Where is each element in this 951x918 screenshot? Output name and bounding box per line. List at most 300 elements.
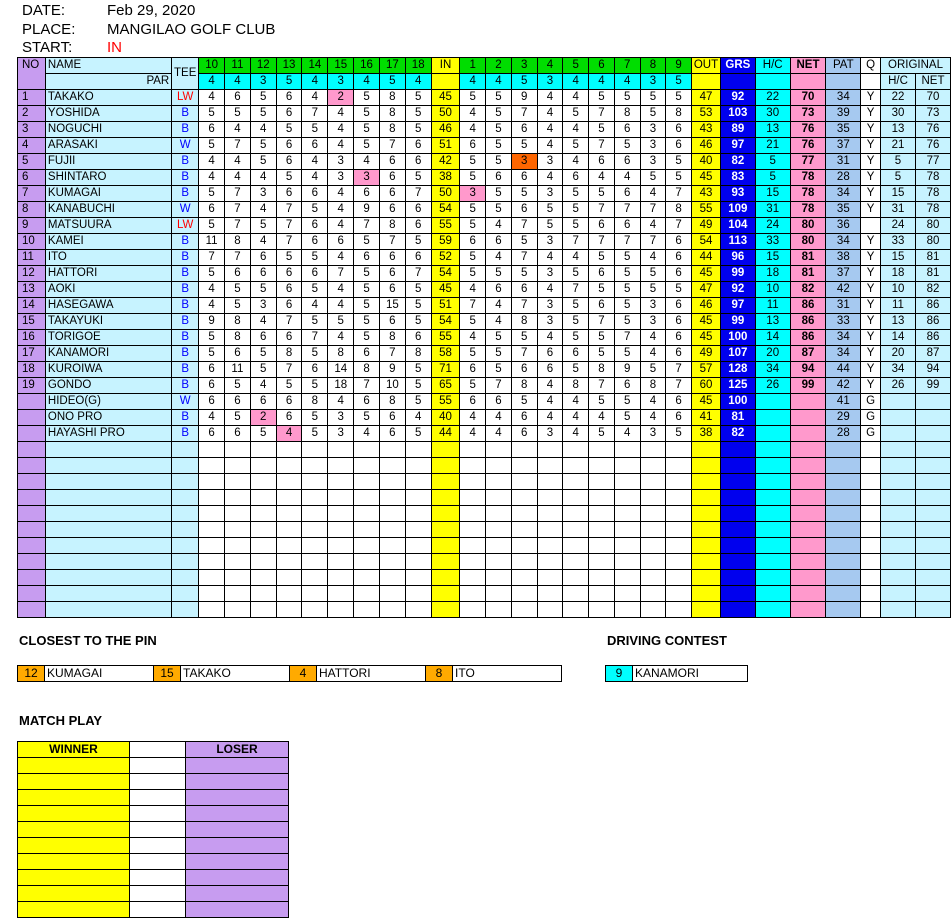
- empty-cell: [563, 570, 589, 586]
- empty-cell: [18, 538, 46, 554]
- match-middle-cell: [130, 822, 186, 838]
- hole-score: 6: [486, 170, 512, 186]
- player-name: ITO: [45, 250, 171, 266]
- player-row: [18, 362, 951, 378]
- in-total: 55: [431, 394, 460, 410]
- empty-cell: [881, 490, 916, 506]
- empty-cell: [614, 554, 640, 570]
- empty-cell: [460, 458, 486, 474]
- net-score: 81: [790, 266, 826, 282]
- empty-cell: [881, 442, 916, 458]
- hole-score: 6: [460, 138, 486, 154]
- empty-cell: [790, 522, 826, 538]
- hole-score: 4: [302, 90, 328, 106]
- hole-score: 6: [405, 202, 431, 218]
- match-row: [18, 774, 289, 790]
- winner-header: WINNER: [18, 742, 130, 758]
- player-row: [18, 410, 951, 426]
- empty-cell: [225, 586, 251, 602]
- hole-score: 5: [666, 426, 692, 442]
- hole-score: 4: [537, 122, 563, 138]
- empty-cell: [666, 490, 692, 506]
- hole-score: 7: [460, 298, 486, 314]
- player-number: 16: [18, 330, 46, 346]
- hole-score: 4: [537, 394, 563, 410]
- hole-score: 3: [537, 266, 563, 282]
- empty-cell: [18, 474, 46, 490]
- empty-cell: [881, 602, 916, 618]
- empty-cell: [692, 442, 721, 458]
- empty-cell: [861, 458, 881, 474]
- hole-header: 11: [225, 58, 251, 74]
- par-value: 4: [302, 74, 328, 90]
- empty-cell: [915, 490, 950, 506]
- orig-net-header: NET: [915, 74, 950, 90]
- hole-score: 6: [250, 266, 276, 282]
- hole-score: 5: [614, 90, 640, 106]
- hole-score: 3: [328, 426, 354, 442]
- hole-score: 4: [563, 394, 589, 410]
- player-row: [18, 346, 951, 362]
- in-total: 52: [431, 250, 460, 266]
- empty-cell: [18, 506, 46, 522]
- empty-cell: [589, 506, 615, 522]
- pin-winner: ITO: [453, 666, 562, 682]
- empty-cell: [589, 442, 615, 458]
- hole-header: 2: [486, 58, 512, 74]
- empty-cell: [45, 602, 171, 618]
- putts: 44: [826, 362, 861, 378]
- empty-cell: [172, 474, 199, 490]
- empty-cell: [666, 506, 692, 522]
- hole-score: 6: [199, 202, 225, 218]
- hole-score: 6: [302, 234, 328, 250]
- empty-cell: [225, 458, 251, 474]
- player-name: KUMAGAI: [45, 186, 171, 202]
- empty-cell: [790, 586, 826, 602]
- player-row: [18, 266, 951, 282]
- hole-score: 7: [276, 314, 302, 330]
- out-total: 43: [692, 122, 721, 138]
- hole-score: 5: [250, 138, 276, 154]
- hole-score: 6: [666, 314, 692, 330]
- player-tee: B: [172, 122, 199, 138]
- hole-score: 5: [405, 234, 431, 250]
- empty-cell: [45, 570, 171, 586]
- hole-score: 5: [354, 122, 380, 138]
- hole-score: 4: [614, 170, 640, 186]
- original-net: 81: [915, 266, 950, 282]
- hole-score: 4: [640, 394, 666, 410]
- net-score: 81: [790, 250, 826, 266]
- hole-score: 6: [379, 250, 405, 266]
- hole-score: 7: [666, 378, 692, 394]
- empty-cell: [614, 522, 640, 538]
- hole-score: 4: [460, 410, 486, 426]
- player-row: [18, 170, 951, 186]
- hole-score: 8: [276, 346, 302, 362]
- empty-cell: [790, 602, 826, 618]
- match-middle-cell: [130, 854, 186, 870]
- hole-header: 12: [250, 58, 276, 74]
- hole-score: 14: [328, 362, 354, 378]
- hole-score: 4: [199, 410, 225, 426]
- hole-score: 6: [302, 186, 328, 202]
- empty-cell: [172, 522, 199, 538]
- hole-score: 4: [225, 154, 251, 170]
- qualifier: Y: [861, 250, 881, 266]
- hole-score: 5: [537, 202, 563, 218]
- hole-score: 5: [589, 394, 615, 410]
- match-row: [18, 902, 289, 918]
- hole-score: 7: [563, 282, 589, 298]
- empty-cell: [720, 586, 755, 602]
- player-tee: B: [172, 362, 199, 378]
- empty-cell: [18, 554, 46, 570]
- hole-score: 7: [354, 218, 380, 234]
- original-hc: 13: [881, 314, 916, 330]
- hole-score: 4: [614, 426, 640, 442]
- empty-cell: [720, 490, 755, 506]
- match-middle-cell: [130, 774, 186, 790]
- qualifier: Y: [861, 346, 881, 362]
- empty-cell: [302, 602, 328, 618]
- out-total: 47: [692, 90, 721, 106]
- empty-cell: [861, 490, 881, 506]
- match-play-table: [17, 741, 289, 918]
- out-total: 38: [692, 426, 721, 442]
- empty-cell: [379, 554, 405, 570]
- gross-score: 92: [720, 282, 755, 298]
- player-row: [18, 314, 951, 330]
- hole-score: 6: [589, 154, 615, 170]
- hole-score: 4: [563, 154, 589, 170]
- hole-score: 5: [302, 410, 328, 426]
- qualifier: Y: [861, 90, 881, 106]
- empty-cell: [915, 522, 950, 538]
- empty-cell: [405, 442, 431, 458]
- empty-cell: [511, 474, 537, 490]
- empty-cell: [225, 522, 251, 538]
- empty-cell: [431, 522, 460, 538]
- in-total: 54: [431, 266, 460, 282]
- hole-score: 5: [354, 410, 380, 426]
- hole-score: 4: [328, 106, 354, 122]
- empty-cell: [790, 570, 826, 586]
- empty-cell: [826, 442, 861, 458]
- original-net: 78: [915, 186, 950, 202]
- hole-score: 6: [460, 394, 486, 410]
- empty-cell: [614, 586, 640, 602]
- original-net: 82: [915, 282, 950, 298]
- hole-score: 5: [589, 90, 615, 106]
- hole-score: 5: [614, 394, 640, 410]
- empty-cell: [881, 554, 916, 570]
- hole-score: 7: [511, 346, 537, 362]
- hole-score: 4: [328, 282, 354, 298]
- hole-score: 6: [276, 106, 302, 122]
- empty-cell: [250, 474, 276, 490]
- out-total: 46: [692, 138, 721, 154]
- hole-score: 4: [537, 170, 563, 186]
- hole-score: 8: [225, 314, 251, 330]
- hole-score: 5: [614, 346, 640, 362]
- hole-score: 5: [250, 282, 276, 298]
- empty-cell: [199, 570, 225, 586]
- empty-cell: [486, 522, 512, 538]
- empty-cell: [328, 522, 354, 538]
- hole-score: 4: [354, 426, 380, 442]
- hole-score: 5: [614, 266, 640, 282]
- player-row: [18, 154, 951, 170]
- gross-score: 97: [720, 298, 755, 314]
- empty-cell: [720, 474, 755, 490]
- empty-cell: [354, 538, 380, 554]
- hole-score: 3: [640, 298, 666, 314]
- empty-cell: [755, 586, 790, 602]
- hole-score: 5: [199, 330, 225, 346]
- empty-cell: [486, 474, 512, 490]
- empty-cell: [431, 474, 460, 490]
- empty-cell: [405, 602, 431, 618]
- hole-score: 8: [589, 362, 615, 378]
- empty-row: [18, 490, 951, 506]
- hole-score: 6: [537, 362, 563, 378]
- header-row: [18, 58, 951, 74]
- hole-score: 5: [640, 282, 666, 298]
- empty-cell: [755, 474, 790, 490]
- net-score: 99: [790, 378, 826, 394]
- hole-score: 5: [666, 154, 692, 170]
- par-value: 4: [589, 74, 615, 90]
- empty-cell: [589, 538, 615, 554]
- empty-cell: [328, 458, 354, 474]
- empty-cell: [379, 522, 405, 538]
- empty-cell: [537, 474, 563, 490]
- player-row: [18, 330, 951, 346]
- original-net: 86: [915, 298, 950, 314]
- handicap: 13: [755, 122, 790, 138]
- out-total: 45: [692, 170, 721, 186]
- empty-cell: [354, 506, 380, 522]
- hole-score: 5: [250, 106, 276, 122]
- hole-score: 6: [276, 90, 302, 106]
- empty-cell: [302, 458, 328, 474]
- par-out-blank: [692, 74, 721, 90]
- player-number: [18, 426, 46, 442]
- hole-score: 4: [563, 410, 589, 426]
- in-total: 54: [431, 314, 460, 330]
- empty-cell: [720, 458, 755, 474]
- handicap: 22: [755, 90, 790, 106]
- hole-score: 5: [250, 218, 276, 234]
- hole-score: 5: [302, 282, 328, 298]
- hole-score: 4: [250, 170, 276, 186]
- hole-header: 13: [276, 58, 302, 74]
- hole-score: 5: [199, 106, 225, 122]
- qualifier: Y: [861, 362, 881, 378]
- empty-cell: [225, 602, 251, 618]
- hole-score: 4: [460, 282, 486, 298]
- empty-cell: [861, 442, 881, 458]
- player-name: ARASAKI: [45, 138, 171, 154]
- hole-score: 15: [379, 298, 405, 314]
- out-total: 57: [692, 362, 721, 378]
- empty-cell: [915, 586, 950, 602]
- empty-cell: [537, 586, 563, 602]
- hole-score: 3: [250, 186, 276, 202]
- gross-score: 81: [720, 410, 755, 426]
- empty-cell: [915, 538, 950, 554]
- empty-cell: [640, 586, 666, 602]
- hole-score: 5: [460, 346, 486, 362]
- par-value: 4: [460, 74, 486, 90]
- par-label: PAR: [45, 74, 171, 90]
- gross-score: 107: [720, 346, 755, 362]
- hole-score: 3: [537, 186, 563, 202]
- hole-score: 6: [405, 138, 431, 154]
- gross-score: 99: [720, 266, 755, 282]
- empty-cell: [640, 602, 666, 618]
- player-tee: B: [172, 106, 199, 122]
- hole-score: 6: [486, 394, 512, 410]
- hole-score: 2: [250, 410, 276, 426]
- hole-score: 7: [589, 202, 615, 218]
- par-grs-blank: [720, 74, 755, 90]
- hole-score: 4: [328, 250, 354, 266]
- match-middle-cell: [130, 870, 186, 886]
- hole-score: 7: [589, 378, 615, 394]
- empty-row: [18, 570, 951, 586]
- pin-hole: 12: [18, 666, 45, 682]
- player-tee: B: [172, 378, 199, 394]
- empty-cell: [486, 586, 512, 602]
- empty-cell: [405, 506, 431, 522]
- player-name: HASEGAWA: [45, 298, 171, 314]
- hole-score: 7: [225, 202, 251, 218]
- original-hc: 18: [881, 266, 916, 282]
- handicap: 15: [755, 186, 790, 202]
- in-total: 65: [431, 378, 460, 394]
- empty-cell: [640, 506, 666, 522]
- hole-score: 4: [199, 90, 225, 106]
- empty-cell: [250, 586, 276, 602]
- hole-score: 6: [614, 122, 640, 138]
- hole-score: 7: [276, 362, 302, 378]
- empty-cell: [354, 522, 380, 538]
- match-play-title: MATCH PLAY: [19, 713, 103, 728]
- hole-score: 5: [250, 346, 276, 362]
- original-net: 80: [915, 234, 950, 250]
- empty-cell: [302, 490, 328, 506]
- hole-score: 5: [354, 330, 380, 346]
- empty-cell: [172, 538, 199, 554]
- par-value: 4: [405, 74, 431, 90]
- empty-cell: [790, 554, 826, 570]
- loser-cell: [186, 838, 289, 854]
- net-score: 70: [790, 90, 826, 106]
- hole-score: 4: [302, 154, 328, 170]
- hole-score: 5: [486, 138, 512, 154]
- gross-score: 99: [720, 314, 755, 330]
- net-score: 80: [790, 234, 826, 250]
- hole-score: 8: [379, 218, 405, 234]
- handicap: 15: [755, 250, 790, 266]
- hole-score: 5: [666, 282, 692, 298]
- hole-score: 7: [225, 250, 251, 266]
- hole-score: 3: [328, 154, 354, 170]
- empty-cell: [826, 586, 861, 602]
- hole-score: 6: [405, 154, 431, 170]
- hole-score: 6: [666, 298, 692, 314]
- hole-header: 15: [328, 58, 354, 74]
- empty-cell: [405, 490, 431, 506]
- winner-cell: [18, 774, 130, 790]
- hole-score: 5: [250, 90, 276, 106]
- empty-cell: [486, 490, 512, 506]
- match-middle-cell: [130, 902, 186, 918]
- putts: 36: [826, 218, 861, 234]
- empty-cell: [720, 602, 755, 618]
- hole-score: 7: [225, 218, 251, 234]
- empty-cell: [720, 506, 755, 522]
- empty-cell: [328, 506, 354, 522]
- hole-score: 5: [666, 90, 692, 106]
- hole-score: 7: [276, 234, 302, 250]
- hole-score: 7: [666, 362, 692, 378]
- hole-score: 6: [354, 346, 380, 362]
- hole-score: 6: [379, 170, 405, 186]
- empty-row: [18, 554, 951, 570]
- empty-cell: [354, 474, 380, 490]
- hole-score: 6: [614, 154, 640, 170]
- match-middle-cell: [130, 758, 186, 774]
- hole-score: 7: [379, 138, 405, 154]
- empty-cell: [614, 538, 640, 554]
- hole-score: 5: [405, 90, 431, 106]
- player-tee: B: [172, 250, 199, 266]
- empty-cell: [589, 570, 615, 586]
- player-tee: B: [172, 282, 199, 298]
- hole-score: 6: [666, 266, 692, 282]
- empty-cell: [405, 538, 431, 554]
- putts: 37: [826, 138, 861, 154]
- hole-score: 4: [486, 218, 512, 234]
- col-q-header: Q: [861, 58, 881, 74]
- player-tee: B: [172, 410, 199, 426]
- putts: 31: [826, 154, 861, 170]
- original-hc: 13: [881, 122, 916, 138]
- in-total: 51: [431, 138, 460, 154]
- player-number: 10: [18, 234, 46, 250]
- handicap: 5: [755, 154, 790, 170]
- orig-hc-header: H/C: [881, 74, 916, 90]
- empty-cell: [172, 602, 199, 618]
- hole-score: 4: [328, 218, 354, 234]
- hole-header: 9: [666, 58, 692, 74]
- empty-cell: [589, 522, 615, 538]
- empty-cell: [563, 442, 589, 458]
- empty-cell: [614, 506, 640, 522]
- par-value: 5: [666, 74, 692, 90]
- empty-cell: [692, 474, 721, 490]
- net-score: 76: [790, 122, 826, 138]
- empty-cell: [666, 602, 692, 618]
- original-net: 80: [915, 218, 950, 234]
- winner-cell: [18, 854, 130, 870]
- original-hc: 33: [881, 234, 916, 250]
- original-hc: 14: [881, 330, 916, 346]
